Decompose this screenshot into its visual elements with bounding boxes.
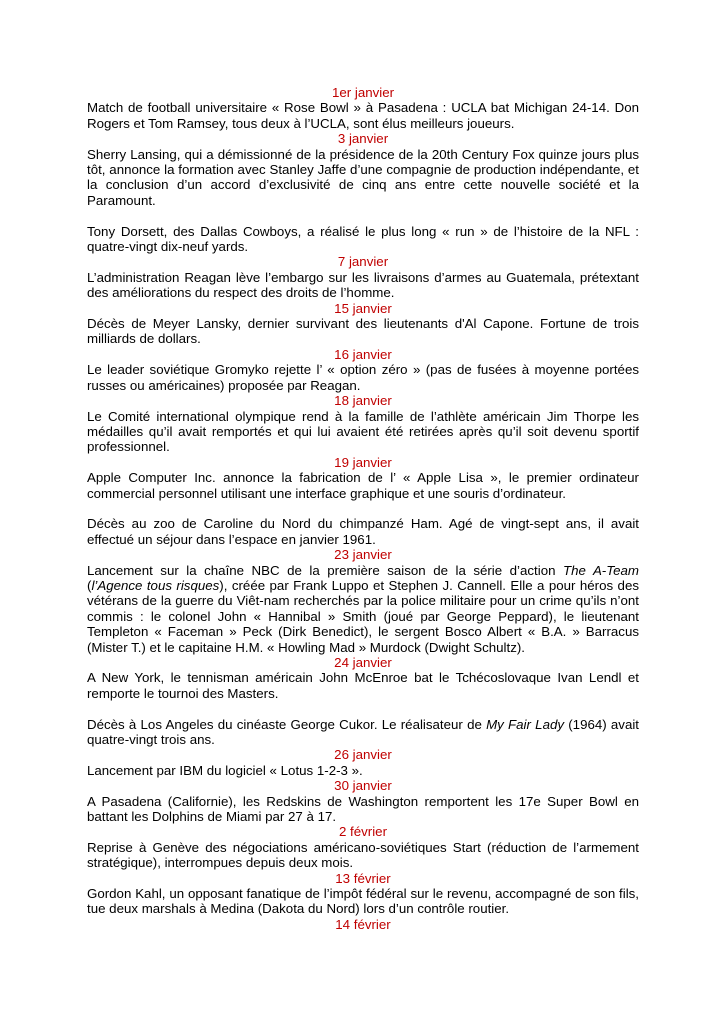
text-segment: A Pasadena (Californie), les Redskins de Washington remportent les 17e Super Bowl en battant les Dolphins de Miami par 27 à 17.: [87, 793, 639, 825]
text-segment: Tony Dorsett, des Dallas Cowboys, a réalisé le plus long « run » de l’histoire de la NFL : quatre-vingt dix-neuf yards.: [87, 223, 639, 255]
event-paragraph: [87, 224, 639, 255]
text-segment: Décès de Meyer Lansky, dernier survivant des lieutenants d'Al Capone. Fortune de trois milliards de dollars.: [87, 316, 639, 347]
text-segment: (1964) avait quatre-vingt trois ans.: [87, 716, 639, 748]
event-paragraph: [87, 516, 639, 547]
paragraph-spacer: [87, 208, 639, 223]
date-heading: 30 janvier: [334, 778, 392, 794]
text-segment: Lancement par IBM du logiciel « Lotus 1-2-3 ».: [87, 762, 363, 778]
date-heading: 16 janvier: [334, 346, 392, 362]
date-heading: 23 janvier: [334, 547, 392, 563]
event-paragraph: [87, 270, 639, 301]
text-segment: Sherry Lansing, qui a démissionné de la présidence de la 20th Century Fox quinze jours plus tôt, annonce la formation avec Stanley Jaffe d’une compagnie de production indépendante, et la conclusion d’un accord d’exclusivité de cinq ans entre cette nouvelle société et la Paramount.: [87, 146, 639, 208]
event-paragraph: [87, 840, 639, 871]
event-paragraph: [87, 794, 639, 825]
text-segment: Le Comité international olympique rend à la famille de l’athlète américain Jim Thorpe les médailles qu’il avait remportés et qui lui avaient été retirées après qu’il soit devenu sportif professionnel.: [87, 408, 639, 455]
event-paragraph: [87, 316, 639, 347]
date-heading: 26 janvier: [334, 747, 392, 763]
date-heading: 2 février: [338, 824, 388, 840]
date-heading: 24 janvier: [334, 655, 392, 670]
text-segment: Reprise à Genève des négociations américano-soviétiques Start (réduction de l’armement stratégique), interrompues depuis deux mois.: [87, 839, 639, 871]
event-paragraph: [87, 563, 639, 655]
event-paragraph: [87, 147, 639, 209]
date-heading: 15 janvier: [334, 300, 392, 316]
date-heading: 14 février: [335, 916, 391, 932]
italic-title: My Fair Lady: [486, 716, 565, 732]
date-heading: 19 janvier: [334, 454, 392, 470]
text-segment: Décès à Los Angeles du cinéaste George Cukor. Le réalisateur de: [87, 716, 487, 732]
text-segment: Lancement sur la chaîne NBC de la première saison de la série d’action: [87, 562, 564, 578]
text-segment: Match de football universitaire « Rose Bowl » à Pasadena : UCLA bat Michigan 24-14. Don Rogers et Tom Ramsey, tous deux à l’UCLA, sont élus meilleurs joueurs.: [87, 100, 639, 131]
event-paragraph: [87, 717, 639, 748]
date-heading: 1er janvier: [331, 85, 395, 100]
text-segment: Décès au zoo de Caroline du Nord du chimpanzé Ham. Agé de vingt-sept ans, il avait effectué un séjour dans l’espace en janvier 1961.: [87, 516, 639, 547]
text-segment: A New York, le tennisman américain John McEnroe bat le Tchécoslovaque Ivan Lendl et remporte le tournoi des Masters.: [87, 670, 639, 701]
date-heading: 18 janvier: [334, 393, 392, 409]
event-paragraph: [87, 670, 639, 701]
paragraph-spacer: [87, 701, 639, 716]
text-segment: ), créée par Frank Luppo et Stephen J. Cannell. Elle a pour héros des vétérans de la guerre du Viêt-nam recherchés par la police militaire pour un crime qu’ils n’ont commis : le colonel John « Hannibal » Smith (joué par George Peppard), le lieutenant Templeton « Faceman » Peck (Dirk Benedict), le sergent Bosco Albert « B.A. » Barracus (Mister T.) et le capitaine H.M. « Howling Mad » Murdock (Dwight Schultz).: [87, 577, 639, 655]
date-heading: 7 janvier: [337, 254, 389, 270]
date-heading: 3 janvier: [337, 131, 389, 147]
text-segment: Apple Computer Inc. annonce la fabrication de l’ « Apple Lisa », le premier ordinateur commercial personnel utilisant une interface graphique et une souris d’ordinateur.: [87, 470, 639, 501]
event-paragraph: [87, 362, 639, 393]
event-paragraph: [87, 100, 639, 131]
event-paragraph: [87, 409, 639, 455]
text-segment: (: [87, 577, 92, 593]
document-page: [87, 85, 639, 932]
event-paragraph: [87, 470, 639, 501]
event-paragraph: [87, 886, 639, 917]
date-heading: 13 février: [335, 870, 391, 886]
italic-title: The A-Team: [563, 562, 640, 578]
text-segment: Gordon Kahl, un opposant fanatique de l’impôt fédéral sur le revenu, accompagné de son fils, tue deux marshals à Medina (Dakota du Nord) lors d’un contrôle routier.: [87, 886, 639, 917]
italic-title: l’Agence tous risques: [91, 577, 220, 593]
text-segment: L’administration Reagan lève l’embargo sur les livraisons d’armes au Guatemala, prétextant des améliorations du respect des droits de l’homme.: [87, 269, 639, 301]
event-paragraph: [87, 763, 639, 778]
paragraph-spacer: [87, 501, 639, 516]
text-segment: Le leader soviétique Gromyko rejette l’ « option zéro » (pas de fusées à moyenne portées russes ou américaines) proposée par Reagan.: [87, 362, 639, 393]
